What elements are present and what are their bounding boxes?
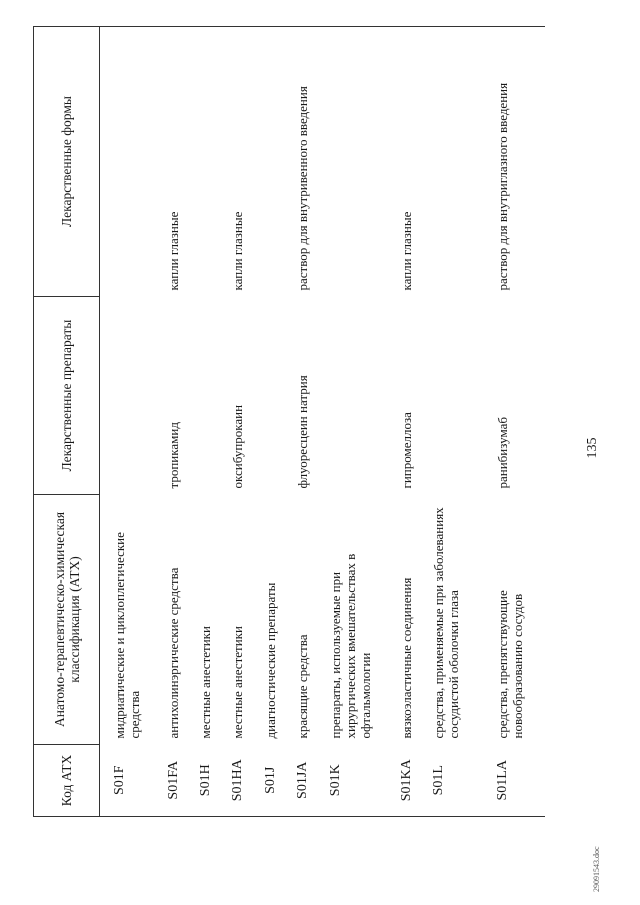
classification-cell: препараты, используемые при хирургических вмешательствах в офтальмологии xyxy=(328,553,373,739)
table-row xyxy=(431,27,495,817)
drug-cell: гипромеллоза xyxy=(399,412,414,489)
table-header-row xyxy=(34,27,100,817)
atx-table xyxy=(33,26,545,817)
drug-cell xyxy=(328,297,399,495)
table-row xyxy=(166,27,198,817)
classification-cell: средства, применяемые при заболеваниях сосудистой оболочки глаза xyxy=(431,507,461,739)
dosage-form-cell: капли глазные xyxy=(166,27,198,297)
drug-cell xyxy=(100,297,167,495)
classification-cell: антихолинэргические средства xyxy=(166,567,181,739)
drug-cell xyxy=(431,297,495,495)
drug-cell: тропикамид xyxy=(166,422,181,489)
classification-cell: средства, препятствующие новообразованию сосудов xyxy=(495,590,525,739)
drug-cell xyxy=(263,297,295,495)
drug-cell: оксибупрокаин xyxy=(230,404,245,489)
table-row xyxy=(263,27,295,817)
header-dosage-forms: Лекарственные формы xyxy=(34,27,100,297)
atx-code-cell: S01H xyxy=(198,745,230,817)
atx-code-cell: S01F xyxy=(100,745,167,817)
classification-cell: местные анестетики xyxy=(230,626,245,739)
table-row xyxy=(295,27,328,817)
dosage-form-cell: раствор для внутриглазного введения xyxy=(495,27,545,297)
dosage-form-cell: капли глазные xyxy=(399,27,431,297)
table-row xyxy=(230,27,263,817)
drug-cell xyxy=(198,297,230,495)
atx-code-cell: S01KA xyxy=(399,745,431,817)
dosage-form-cell xyxy=(198,27,230,297)
dosage-form-cell xyxy=(100,27,167,297)
drug-cell: ранибизумаб xyxy=(495,417,510,489)
atx-code-cell: S01HA xyxy=(230,745,263,817)
table-row xyxy=(495,27,545,817)
classification-cell: красящие средства xyxy=(295,634,310,739)
document-footer: 29091543.doc xyxy=(592,846,601,892)
classification-cell: вязкоэластичные соединения xyxy=(399,577,414,739)
table-row xyxy=(399,27,431,817)
drug-cell: флуоресцеин натрия xyxy=(295,375,310,489)
dosage-form-cell xyxy=(263,27,295,297)
header-atx-code: Код АТХ xyxy=(34,745,100,817)
atx-code-cell: S01J xyxy=(263,745,295,817)
dosage-form-cell xyxy=(328,27,399,297)
table-row xyxy=(328,27,399,817)
classification-cell: диагностические препараты xyxy=(263,582,278,739)
table-row xyxy=(100,27,167,817)
table-row xyxy=(198,27,230,817)
atx-code-cell: S01FA xyxy=(166,745,198,817)
classification-cell: мидриатические и циклоплегические средства xyxy=(112,532,142,739)
atx-code-cell: S01JA xyxy=(295,745,328,817)
header-atx-classification: Анатомо-терапевтическо-химическая классификация (АТХ) xyxy=(34,495,100,745)
atx-code-cell: S01K xyxy=(328,745,399,817)
header-drugs: Лекарственные препараты xyxy=(34,297,100,495)
dosage-form-cell xyxy=(431,27,495,297)
page-number: 135 xyxy=(585,437,600,459)
dosage-form-cell: раствор для внутривенного введения xyxy=(295,27,328,297)
classification-cell: местные анестетики xyxy=(198,626,213,739)
atx-code-cell: S01LA xyxy=(495,745,545,817)
dosage-form-cell: капли глазные xyxy=(230,27,263,297)
atx-code-cell: S01L xyxy=(431,745,495,817)
